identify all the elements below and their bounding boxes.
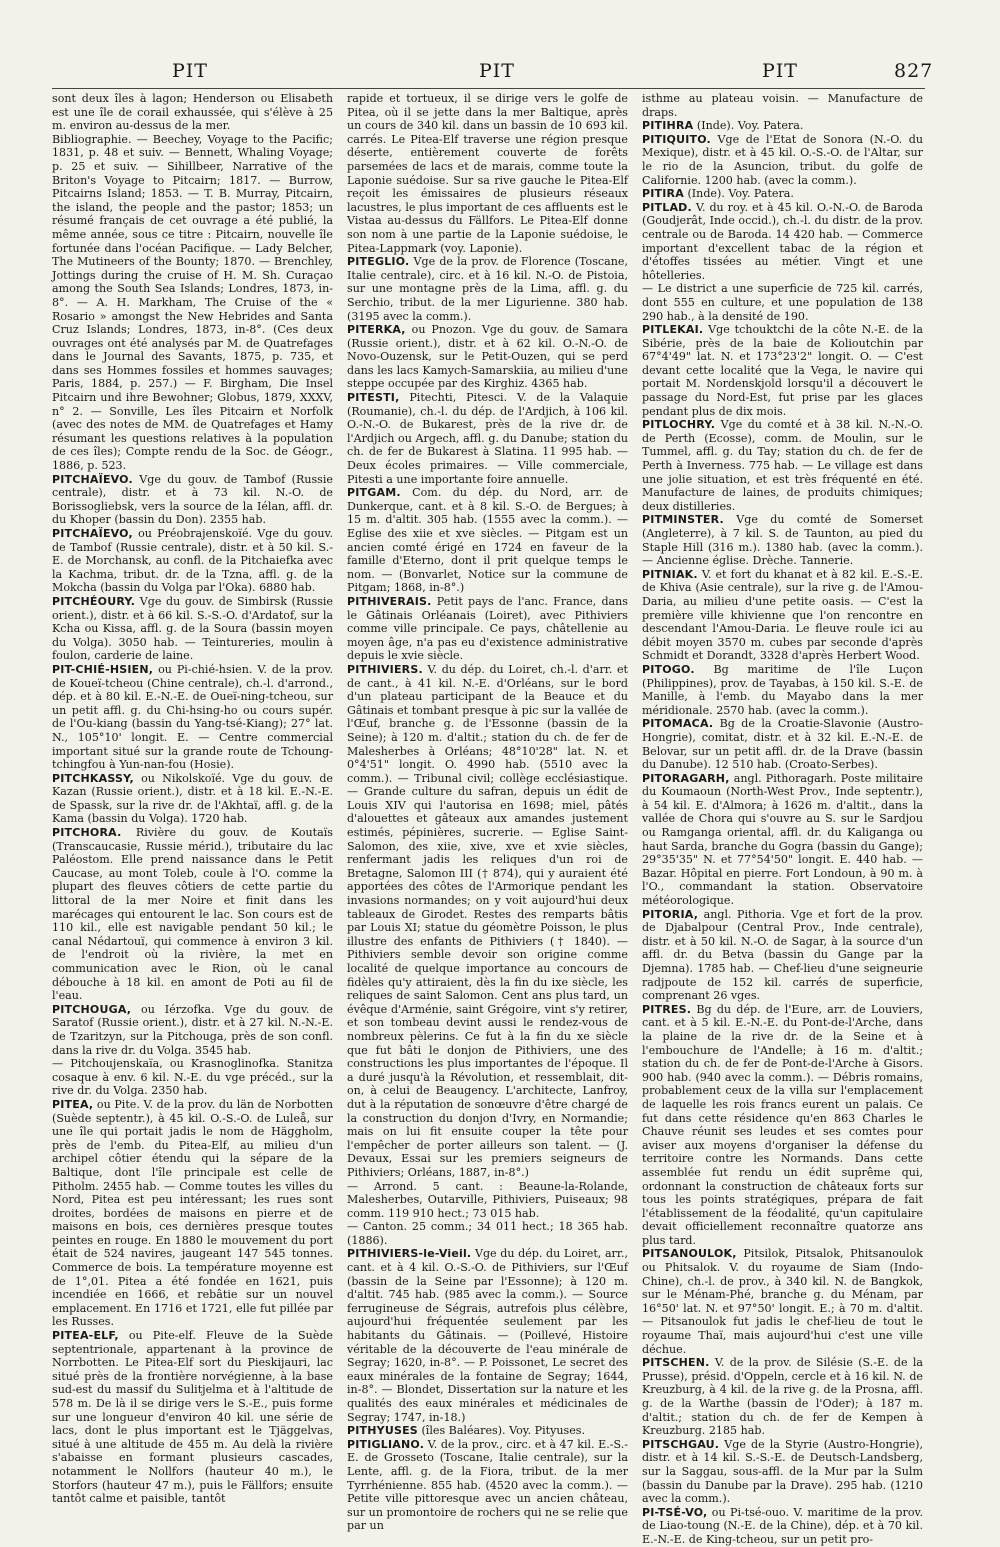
dictionary-entry — [642, 513, 923, 567]
entry-text: Petit pays de l'anc. France, dans le Gâtinais Orléanais (Loiret), avec Pithiviers comme ville principale. Ce pays, châtellenie au moyen âge, n'a pas eu d'existence administrative depuis le xvie siècle. — [347, 594, 628, 663]
entry-headword: PITIGLIANO. — [347, 1437, 425, 1451]
entry-headword: PIT-CHIÉ-HSIEN, — [52, 662, 154, 676]
entry-text: Bg du dép. de l'Eure, arr. de Louviers, cant. et à 5 kil. E.-N.-E. du Pont-de-l'Arche, dans la plaine de la rive dr. de la Seine et à l'embouchure de l'Andelle; à 16 m. d'altit.; station du ch. de fer de Pont-de-l'Arche à Gisors. 900 hab. (940 avec la comm.). — Débris romains, probablement ceux de la villa sur l'emplacement de laquelle les rois francs eurent un palais. Ce fut dans cette résidence qu'en 863 Charles le Chauve réunit ses leudes et ses comtes pour aviser aux moyens d'organiser la défense du territoire contre les Normands. Dans cette assemblée fut rendu un édit suprême qui, ordonnant la construction de châteaux forts sur tous les points stratégiques, prépara de fait l'établissement de la féodalité, qu'un capitulaire devait officiellement reconnaître quatorze ans plus tard. — [642, 1002, 923, 1247]
entry-text: Vge du gouv. de Simbirsk (Russie orient.), distr. et à 66 kil. S.-S.-O. d'Ardatof, sur la Kcha ou Kissa, affl. g. de la Soura (bassin moyen du Volga). 3050 hab. — Teintureries, moulin à foulon, carderie de laine. — [52, 594, 333, 663]
dictionary-entry — [347, 1424, 628, 1438]
entry-text: Bg de la Croatie-Slavonie (Austro-Hongrie), comitat, distr. et à 32 kil. E.-N.-E. de Belovar, sur un petit affl. dr. de la Drave (bassin du Danube). 12 510 hab. (Croato-Serbes). — [642, 717, 923, 772]
entry-text: Com. du dép. du Nord, arr. de Dunkerque, cant. et à 8 kil. S.-O. de Bergues; à 15 m. d'altit. 305 hab. (1555 avec la comm.). — Eglise des xiie et xve siècles. — Pitgam est un ancien comté érigé en 1724 en faveur de la famille d'Eterno, dont il prit quelque temps le nom. — (Bonvarlet, Notice sur la commune de Pitgam; 1868, in-8°.) — [347, 486, 629, 595]
dictionary-entry — [347, 1247, 628, 1424]
dictionary-entry — [642, 92, 923, 119]
entry-text: isthme au plateau voisin. — Manufacture de draps. — [642, 92, 923, 119]
dictionary-entry — [642, 568, 923, 663]
dictionary-entry — [347, 486, 628, 595]
entry-headword: PITEA, — [52, 1097, 94, 1111]
dictionary-entry — [642, 1506, 923, 1547]
entry-headword: PITCHAÏEVO. — [52, 472, 133, 486]
entry-text: ou Pite. V. de la prov. du län de Norbotten (Suède septentr.), à 45 kil. O.-S.-O. de Luleå, sur une île qui portait jadis le nom de Häggholm, près de l'emb. du Pitea-Elf, au milieu d'un archipel côtier étendu qui la sépare de la Baltique, dont l'île principale est celle de Pitholm. 2455 hab. — Comme toutes les villes du Nord, Pitea est peu intéressant; les rues sont droites, bordées de maisons en pierre et de maisons en bois, ces dernières presque toutes peintes en rouge. En 1880 le mouvement du port était de 524 navires, jaugeant 147 545 tonnes. Commerce de bois. La température moyenne est de 1°,01. Pitea a été fondée en 1621, puis incendiée en 1666, et rebâtie sur un nouvel emplacement. En 1716 et 1721, elle fut pillée par les Russes. — [52, 1097, 333, 1329]
dictionary-entry — [347, 255, 628, 323]
entry-headword: PITIHRA — [642, 119, 694, 133]
entry-text: ou Pi-tsé-ouo. V. maritime de la prov. de Liao-toung (N.-E. de la Chine), dép. et à 70 kil. E.-N.-E. de King-tcheou, sur un petit pro- — [642, 1505, 923, 1546]
dictionary-entry — [52, 772, 333, 826]
entry-text: Vge du gouv. de Tambof (Russie centrale), distr. et à 73 kil. N.-O. de Borissogliebsk, vers la source de la Iélan, affl. dr. du Khoper (bassin du Don). 2355 hab. — [52, 472, 333, 527]
dictionary-entry — [642, 1438, 923, 1506]
entry-headword: PITSANOULOK, — [642, 1247, 737, 1261]
running-head-left: PIT — [172, 60, 208, 82]
entry-headword: PITMINSTER. — [642, 513, 724, 527]
entry-headword: PI-TSÉ-VO, — [642, 1505, 708, 1519]
entry-text: (Inde). Voy. Patera. — [696, 119, 804, 133]
dictionary-entry — [52, 826, 333, 1003]
entry-headword: PITRES. — [642, 1002, 692, 1016]
dictionary-entry — [347, 663, 628, 1180]
dictionary-entry — [52, 92, 333, 133]
entry-headword: PITCHKASSY, — [52, 771, 134, 785]
entry-headword: PITLAD. — [642, 200, 692, 214]
entry-headword: PITIRA — [642, 187, 684, 201]
dictionary-entry — [642, 119, 923, 133]
entry-text: (îles Baléares). Voy. Pityuses. — [421, 1424, 585, 1438]
entry-headword: PITCHOUGA, — [52, 1002, 132, 1016]
entry-text: ou Nikolskoïé. Vge du gouv. de Kazan (Russie orient.), distr. et à 18 kil. E.-N.-E. de Spassk, sur la rive dr. de l'Akhtaï, affl. g. de la Kama (bassin du Volga). 1720 hab. — [52, 771, 333, 826]
entry-headword: PITLEKAI. — [642, 323, 704, 337]
entry-text: Rivière du gouv. de Koutaïs (Transcaucasie, Russie mérid.), tributaire du lac Paléostom. Elle prend naissance dans le Petit Caucase, au mont Toleb, coule à l'O. comme la plupart des fleuves côtiers de cette partie du littoral de la mer Noire et finit dans les marécages qui entourent le lac. Son cours est de 110 kil., elle est navigable pendant 50 kil.; le canal Nédartouï, qui commence à environ 3 kil. de l'endroit où la rivière, la met en communication avec le Rion, où le canal débouche à 18 kil. en amont de Poti au fil de l'eau. — [52, 826, 333, 1003]
entry-headword: PITHIVIERS. — [347, 662, 423, 676]
entry-text: Vge du comté de Somerset (Angleterre), à 7 kil. S. de Taunton, au pied du Staple Hill (316 m.). 1380 hab. (avec la comm.). — Ancienne église. Drèche. Tannerie. — [642, 513, 924, 568]
dictionary-entry — [642, 418, 923, 513]
entry-headword: PITSCHGAU. — [642, 1437, 720, 1451]
entry-text: V. de la prov. de Silésie (S.-E. de la Prusse), présid. d'Oppeln, cercle et à 16 kil. N. de Kreuzburg, à 4 kil. de la rive g. de la Prosna, affl. g. de la Warthe (bassin de l'Oder); à 187 m. d'altit.; station du ch. de fer de Kempen à Kreuzburg. 2185 hab. — [642, 1356, 923, 1438]
dictionary-entry — [52, 527, 333, 595]
entry-headword: PITHYUSES — [347, 1424, 418, 1438]
entry-headword: PITIQUITO. — [642, 132, 711, 146]
entry-text: Vge du comté et à 38 kil. N.-N.-O. de Perth (Ecosse), comm. de Moulin, sur le Tummel, affl. g. du Tay; station du ch. de fer de Perth à Inverness. 775 hab. — Le village est dans une jolie situation, et est très fréquenté en été. Manufacture de laines, de produits chimiques; deux distilleries. — [642, 418, 923, 513]
dictionary-entry — [642, 201, 923, 283]
entry-headword: PITHIVIERS-le-Vieil. — [347, 1247, 472, 1261]
entry-text: angl. Pithoria. Vge et fort de la prov. de Djabalpour (Central Prov., Inde centrale), distr. et à 50 kil. N.-O. de Sagar, à la source d'un affl. dr. du Betva (bassin du Gange par la Djemna). 1785 hab. — Chef-lieu d'une seigneurie radjpoute de 152 kil. carrés de superficie, comprenant 26 vges. — [642, 907, 923, 1003]
dictionary-entry — [642, 187, 923, 201]
dictionary-entry — [642, 133, 923, 187]
dictionary-entry — [52, 133, 333, 473]
dictionary-entry — [642, 323, 923, 418]
entry-text: — Canton. 25 comm.; 34 011 hect.; 18 365 hab. (1886). — [347, 1220, 628, 1247]
entry-text: V. de la prov., circ. et à 47 kil. E.-S.-E. de Grosseto (Toscane, Italie centrale), sur la Lente, affl. g. de la Fiora, tribut. de la mer Tyrrhénienne. 855 hab. (4520 avec la comm.). — Petite ville pittoresque avec un ancien château, sur un promontoire de rochers qui ne se relie que par un — [347, 1437, 628, 1533]
header-rule — [52, 88, 925, 89]
entry-headword: PITGAM. — [347, 486, 401, 500]
entry-text: Vge tchouktchi de la côte N.-E. de la Sibérie, près de la baie de Kolioutchin par 67°4'49" lat. N. et 173°23'2" longit. O. — C'est devant cette localité que la Vega, le navire qui portait M. Nordenskjold lorsqu'il a découvert le passage du Nord-Est, fut prise par les glaces pendant plus de dix mois. — [642, 323, 923, 418]
dictionary-entry — [347, 391, 628, 486]
dictionary-entry — [52, 1098, 333, 1329]
dictionary-entry — [52, 663, 333, 772]
entry-text: Bibliographie. — Beechey, Voyage to the Pacific; 1831, p. 48 et suiv. — Bennett, Whaling Voyage; p. 25 et suiv. — Sihillbeer, Narrative of the Briton's Voyage to Pitcairn; 1817. — Burrow, Pitcairns Island; 1853. — T. B. Murray, Pitcairn, the island, the people and the pastor; 1853; un résumé français de cet ouvrage a été publié, la même année, sous ce titre : Pitcairn, nouvelle île fortunée dans l'océan Pacifique. — Lady Belcher, The Mutineers of the Bounty; 1870. — Brenchley, Jottings during the cruise of H. M. Sh. Curaçao among the South Sea Islands; Londres, 1873, in-8°. — A. H. Markham, The Cruise of the « Rosario » amongst the New Hebrides and Santa Cruz Islands; Londres, 1873, in-8°. (Ces deux ouvrages ont été analysés par M. de Quatrefages dans le Journal des Savants, 1875, p. 735, et dans ses Hommes fossiles et hommes sauvages; Paris, 1884, p. 257.) — F. Birgham, Die Insel Pitcairn und ihre Bewohner; Globus, 1879, XXXV, n° 2. — Sonville, Les îles Pitcairn et Norfolk (avec des notes de MM. de Quatrefages et Hamy résumant les questions relatives à la population de ces îles); Compte rendu de la Soc. de Géogr., 1886, p. 523. — [52, 132, 333, 473]
dictionary-entry — [52, 473, 333, 527]
dictionary-entry — [642, 908, 923, 1003]
entry-text: — Le district a une superficie de 725 kil. carrés, dont 555 en culture, et une population de 138 290 hab., à la densité de 190. — [642, 282, 923, 323]
dictionary-entry — [642, 1247, 923, 1356]
entry-headword: PITCHÉOURY. — [52, 594, 136, 608]
entry-text: Vge de l'Etat de Sonora (N.-O. du Mexique), distr. et à 45 kil. O.-S.-O. de l'Altar, sur le rio de la Asuncion, tribut. du golfe de Californie. 1200 hab. (avec la comm.). — [642, 132, 924, 187]
entry-headword: PITSCHEN. — [642, 1356, 710, 1370]
entry-headword: PITOGO. — [642, 662, 695, 676]
entry-text: sont deux îles à lagon; Henderson ou Elisabeth est une île de corail exhaussée, qui s'élève à 25 m. environ au-dessus de la mer. — [52, 92, 333, 133]
dictionary-entry — [642, 1003, 923, 1248]
entry-headword: PITNIAK. — [642, 567, 698, 581]
column-3 — [642, 92, 924, 1546]
entry-text: V. du dép. du Loiret, ch.-l. d'arr. et de cant., à 41 kil. N.-E. d'Orléans, sur le bord d'un plateau participant de la Beauce et du Gâtinais et tombant presque à pic sur la vallée de l'Œuf, branche g. de l'Essonne (bassin de la Seine); à 120 m. d'altit.; station du ch. de fer de Malesherbes à Orléans; 48°10'28" lat. N. et 0°4'51" longit. O. 4990 hab. (5510 avec la comm.). — Tribunal civil; collège ecclésiastique. — Grande culture du safran, depuis un édit de Louis XIV qui l'autorisa en 1698; miel, pâtés d'alouettes et gâteaux aux amandes justement estimés, pépinières, sucrerie. — Eglise Saint-Salomon, des xiie, xive, xve et xvie siècles, renfermant jadis les reliques d'un roi de Bretagne, Salomon III († 874), qui y auraient été apportées des côtes de l'Armorique pendant les invasions normandes; on y voit aujourd'hui deux tableaux de Girodet. Restes des remparts bâtis par Louis XI; statue du géomètre Poisson, le plus illustre des enfants de Pithiviers († 1840). — Pithiviers semble devoir son origine comme localité de quelque importance au concours de fidèles qu'y attiraient, dès la fin du ixe siècle, les reliques de saint Salomon. Cent ans plus tard, un évêque d'Arménie, saint Grégoire, vint s'y retirer, et son tombeau devint aussi le rendez-vous de nombreux pèlerins. Ce fut à la fin du xe siècle que fut bâti le donjon de Pithiviers, une des constructions les plus importantes de l'époque. Il a duré jusqu'à la Révolution, et ressemblait, dit-on, à celui de Beaugency. L'architecte, Lanfroy, dut à la réputation de sonœuvre d'être chargé de la construction du donjon d'Ivry, en Normandie; mais on lui fit ensuite couper la tête pour l'empêcher de porter ailleurs son talent. — (J. Devaux, Essai sur les premiers seigneurs de Pithiviers; Orléans, 1887, in-8°.) — [347, 662, 628, 1179]
entry-text: Pitechti, Pitesci. V. de la Valaquie (Roumanie), ch.-l. du dép. de l'Ardjich, à 106 kil. O.-N.-O. de Bukarest, près de la rive dr. de l'Ardjich ou Argech, affl. g. du Danube; station du ch. de fer de Bukarest à Slatina. 11 995 hab. — Deux écoles primaires. — Ville commerciale, Pitesti a une importante foire annuelle. — [347, 391, 628, 486]
entry-text: (Inde). Voy. Patera. — [687, 187, 794, 201]
dictionary-entry — [642, 717, 923, 771]
page-number: 827 — [894, 60, 934, 82]
entry-headword: PITEGLIO. — [347, 255, 410, 269]
running-head — [0, 60, 1000, 90]
entry-text: Vge de la prov. de Florence (Toscane, Italie centrale), circ. et à 16 kil. N.-O. de Pistoia, sur une montagne près de la Lima, affl. g. du Serchio, tribut. de la mer Ligurienne. 380 hab. (3195 avec la comm.). — [347, 255, 628, 323]
dictionary-entry — [347, 1438, 628, 1533]
entry-headword: PITLOCHRY. — [642, 418, 716, 432]
entry-text: V. et fort du khanat et à 82 kil. E.-S.-E. de Khiva (Asie centrale), sur la rive g. de l'Amou-Daria, au milieu d'une petite oasis. — C'est la première ville khivienne que l'on rencontre en descendant l'Amou-Daria. Le fleuve roule ici au débit moyen 3570 m. cubes par seconde d'après Schmidt et Dorandt, 3328 d'après Herbert Wood. — [642, 567, 923, 663]
entry-text: angl. Pithoragarh. Poste militaire du Koumaoun (North-West Prov., Inde septentr.), à 54 kil. E. d'Almora; à 1626 m. d'altit., dans la vallée de Chora qui s'ouvre au S. sur le Sardjou ou Ramganga oriental, affl. dr. du Kaliganga ou haut Sarda, branche du Gogra (bassin du Gange); 29°35'35" N. et 77°54'50" longit. E. 440 hab. — Bazar. Hôpital en pierre. Fort Londoun, à 90 m. à l'O., commandant la station. Observatoire météorologique. — [642, 771, 923, 908]
entry-headword: PITCHORA. — [52, 826, 122, 840]
running-head-right: PIT — [762, 60, 798, 82]
dictionary-entry — [347, 595, 628, 663]
entry-text: ou Pnozon. Vge du gouv. de Samara (Russie orient.), distr. et à 62 kil. O.-N.-O. de Novo-Ouzensk, sur le Petit-Ouzen, qui se perd dans les lacs Kamych-Samarskiia, au milieu d'une steppe occupée par des Kirghiz. 4365 hab. — [347, 323, 628, 391]
column-1 — [52, 92, 334, 1506]
entry-headword: PITORIA, — [642, 907, 699, 921]
entry-text: rapide et tortueux, il se dirige vers le golfe de Pitea, où il se jette dans la mer Baltique, après un cours de 340 kil. dans un bassin de 10 693 kil. carrés. Le Pitea-Elf traverse une région presque déserte, entièrement couverte de forêts parsemées de lacs et de marais, comme toute la Laponie suédoise. Sur sa rive gauche le Pitea-Elf reçoit les émissaires de plusieurs réseaux lacustres, le plus important de ces affluents est le Vistaa au-dessus du Fällfors. Le Pitea-Elf donne son nom à une partie de la Laponie suédoise, le Pitea-Lappmark (voy. Laponie). — [347, 92, 628, 255]
entry-text: Bg maritime de l'île Luçon (Philippines), prov. de Tayabas, à 150 kil. S.-E. de Manille, à l'emb. du Mayabo dans la mer méridionale. 2570 hab. (avec la comm.). — [642, 662, 923, 717]
dictionary-entry — [52, 1003, 333, 1057]
dictionary-entry — [347, 1180, 628, 1221]
dictionary-entry — [347, 323, 628, 391]
dictionary-entry — [52, 1329, 333, 1506]
entry-headword: PITERKA, — [347, 323, 406, 337]
dictionary-entry — [347, 92, 628, 255]
entry-headword: PITCHAÏEVO, — [52, 527, 133, 540]
entry-text: Vge de la Styrie (Austro-Hongrie), distr. et à 14 kil. S.-S.-E. de Deutsch-Landsberg, sur la Saggau, sous-affl. de la Mur par la Sulm (bassin du Danube par la Drave). 295 hab. (1210 avec la comm.). — [642, 1437, 924, 1506]
text-columns — [52, 92, 925, 1546]
entry-headword: PITESTI, — [347, 391, 400, 405]
entry-text: — Pitchoujenskaïa, ou Krasnoglinofka. Stanitza cosaque à env. 6 kil. N.-E. du vge précéd., sur la rive dr. du Volga. 2350 hab. — [52, 1057, 333, 1098]
entry-headword: PITEA-ELF, — [52, 1329, 119, 1343]
entry-text: V. du roy. et à 45 kil. O.-N.-O. de Baroda (Goudjerât, Inde occid.), ch.-l. du distr. de la prov. centrale ou de Baroda. 14 420 hab. — Commerce important d'excellent tabac de la région et d'étoffes tissées au métier. Vingt et une hôtelleries. — [642, 200, 923, 282]
column-2 — [347, 92, 629, 1533]
dictionary-entry — [642, 1356, 923, 1438]
dictionary-entry — [347, 1220, 628, 1247]
entry-text: ou Pite-elf. Fleuve de la Suède septentrionale, appartenant à la province de Norrbotten. Le Pitea-Elf sort du Pieskijauri, lac situé près de la frontière norvégienne, à la base sud-est du massif du Sulitjelma et à l'altitude de 578 m. De là il se dirige vers le S.-E., puis forme sur une longueur d'environ 40 kil. une série de lacs, dont le plus important est le Tjäggelvas, situé à une altitude de 455 m. Au delà la rivière s'abaisse en formant plusieurs cascades, notamment le Nollfors (hauteur 40 m.), le Storfors (hauteur 47 m.), puis le Fällfors; ensuite tantôt calme et paisible, tantôt — [52, 1329, 333, 1506]
dictionary-entry — [642, 663, 923, 717]
dictionary-entry — [642, 772, 923, 908]
dictionary-entry — [52, 595, 333, 663]
entry-text: Pitsilok, Pitsalok, Phitsanoulok ou Phitsalok. V. du royaume de Siam (Indo-Chine), ch.-l. de prov., à 340 kil. N. de Bangkok, sur le Ménam-Phé, branche g. du Ménam, par 16°50' lat. N. et 97°50' longit. E.; à 70 m. d'altit. — Pitsanoulok fut jadis le chef-lieu de tout le royaume Thaï, mais aujourd'hui c'est une ville déchue. — [642, 1247, 923, 1356]
running-head-center: PIT — [479, 60, 515, 82]
entry-text: ou Préobrajenskoïé. Vge du gouv. de Tambof (Russie centrale), distr. et à 50 kil. S.-E. de Morchansk, au confl. de la Pitchaiefka avec la Kachma, tribut. dr. de la Tzna, affl. g. de la Mokcha (bassin du Volga par l'Oka). 6880 hab. — [52, 527, 334, 595]
dictionary-entry — [642, 282, 923, 323]
dictionary-entry — [52, 1057, 333, 1098]
entry-headword: PITHIVERAIS. — [347, 594, 432, 608]
entry-text: — Arrond. 5 cant. : Beaune-la-Rolande, Malesherbes, Outarville, Pithiviers, Puiseaux; 98 comm. 119 910 hect.; 73 015 hab. — [347, 1179, 628, 1220]
entry-headword: PITORAGARH, — [642, 771, 730, 785]
entry-text: ou Iérzofka. Vge du gouv. de Saratof (Russie orient.), distr. et à 27 kil. N.-N.-E. de Tzaritzyn, sur la Pitchouga, près de son confl. dans la rive dr. du Volga. 3545 hab. — [52, 1002, 333, 1057]
entry-text: ou Pi-chié-hsien. V. de la prov. de Koueï-tcheou (Chine centrale), ch.-l. d'arrond., dép. et à 80 kil. E.-N.-E. de Oueï-ning-tcheou, sur un petit affl. g. du Chi-hsing-ho ou cours supér. de l'Ou-kiang (bassin du Yang-tsé-Kiang); 27° lat. N., 105°10' longit. E. — Centre commercial important situé sur la grande route de Tchoung-tchingfou à Yun-nan-fou (Hosie). — [52, 662, 334, 772]
entry-headword: PITOMACA. — [642, 717, 714, 731]
entry-text: Vge du dép. du Loiret, arr., cant. et à 4 kil. O.-S.-O. de Pithiviers, sur l'Œuf (bassin de la Seine par l'Essonne); à 120 m. d'altit. 745 hab. (985 avec la comm.). — Source ferrugineuse de Ségrais, autrefois plus célèbre, aujourd'hui fréquentée seulement par les habitants du Gâtinais. — (Poillevé, Histoire véritable de la découverte de l'eau minérale de Segray; 1620, in-8°. — P. Poissonet, Le secret des eaux minérales de la fontaine de Segray; 1644, in-8°. — Blondet, Dissertation sur la nature et les qualités des eaux minérales et médicinales de Segray; 1747, in-18.) — [347, 1247, 628, 1424]
